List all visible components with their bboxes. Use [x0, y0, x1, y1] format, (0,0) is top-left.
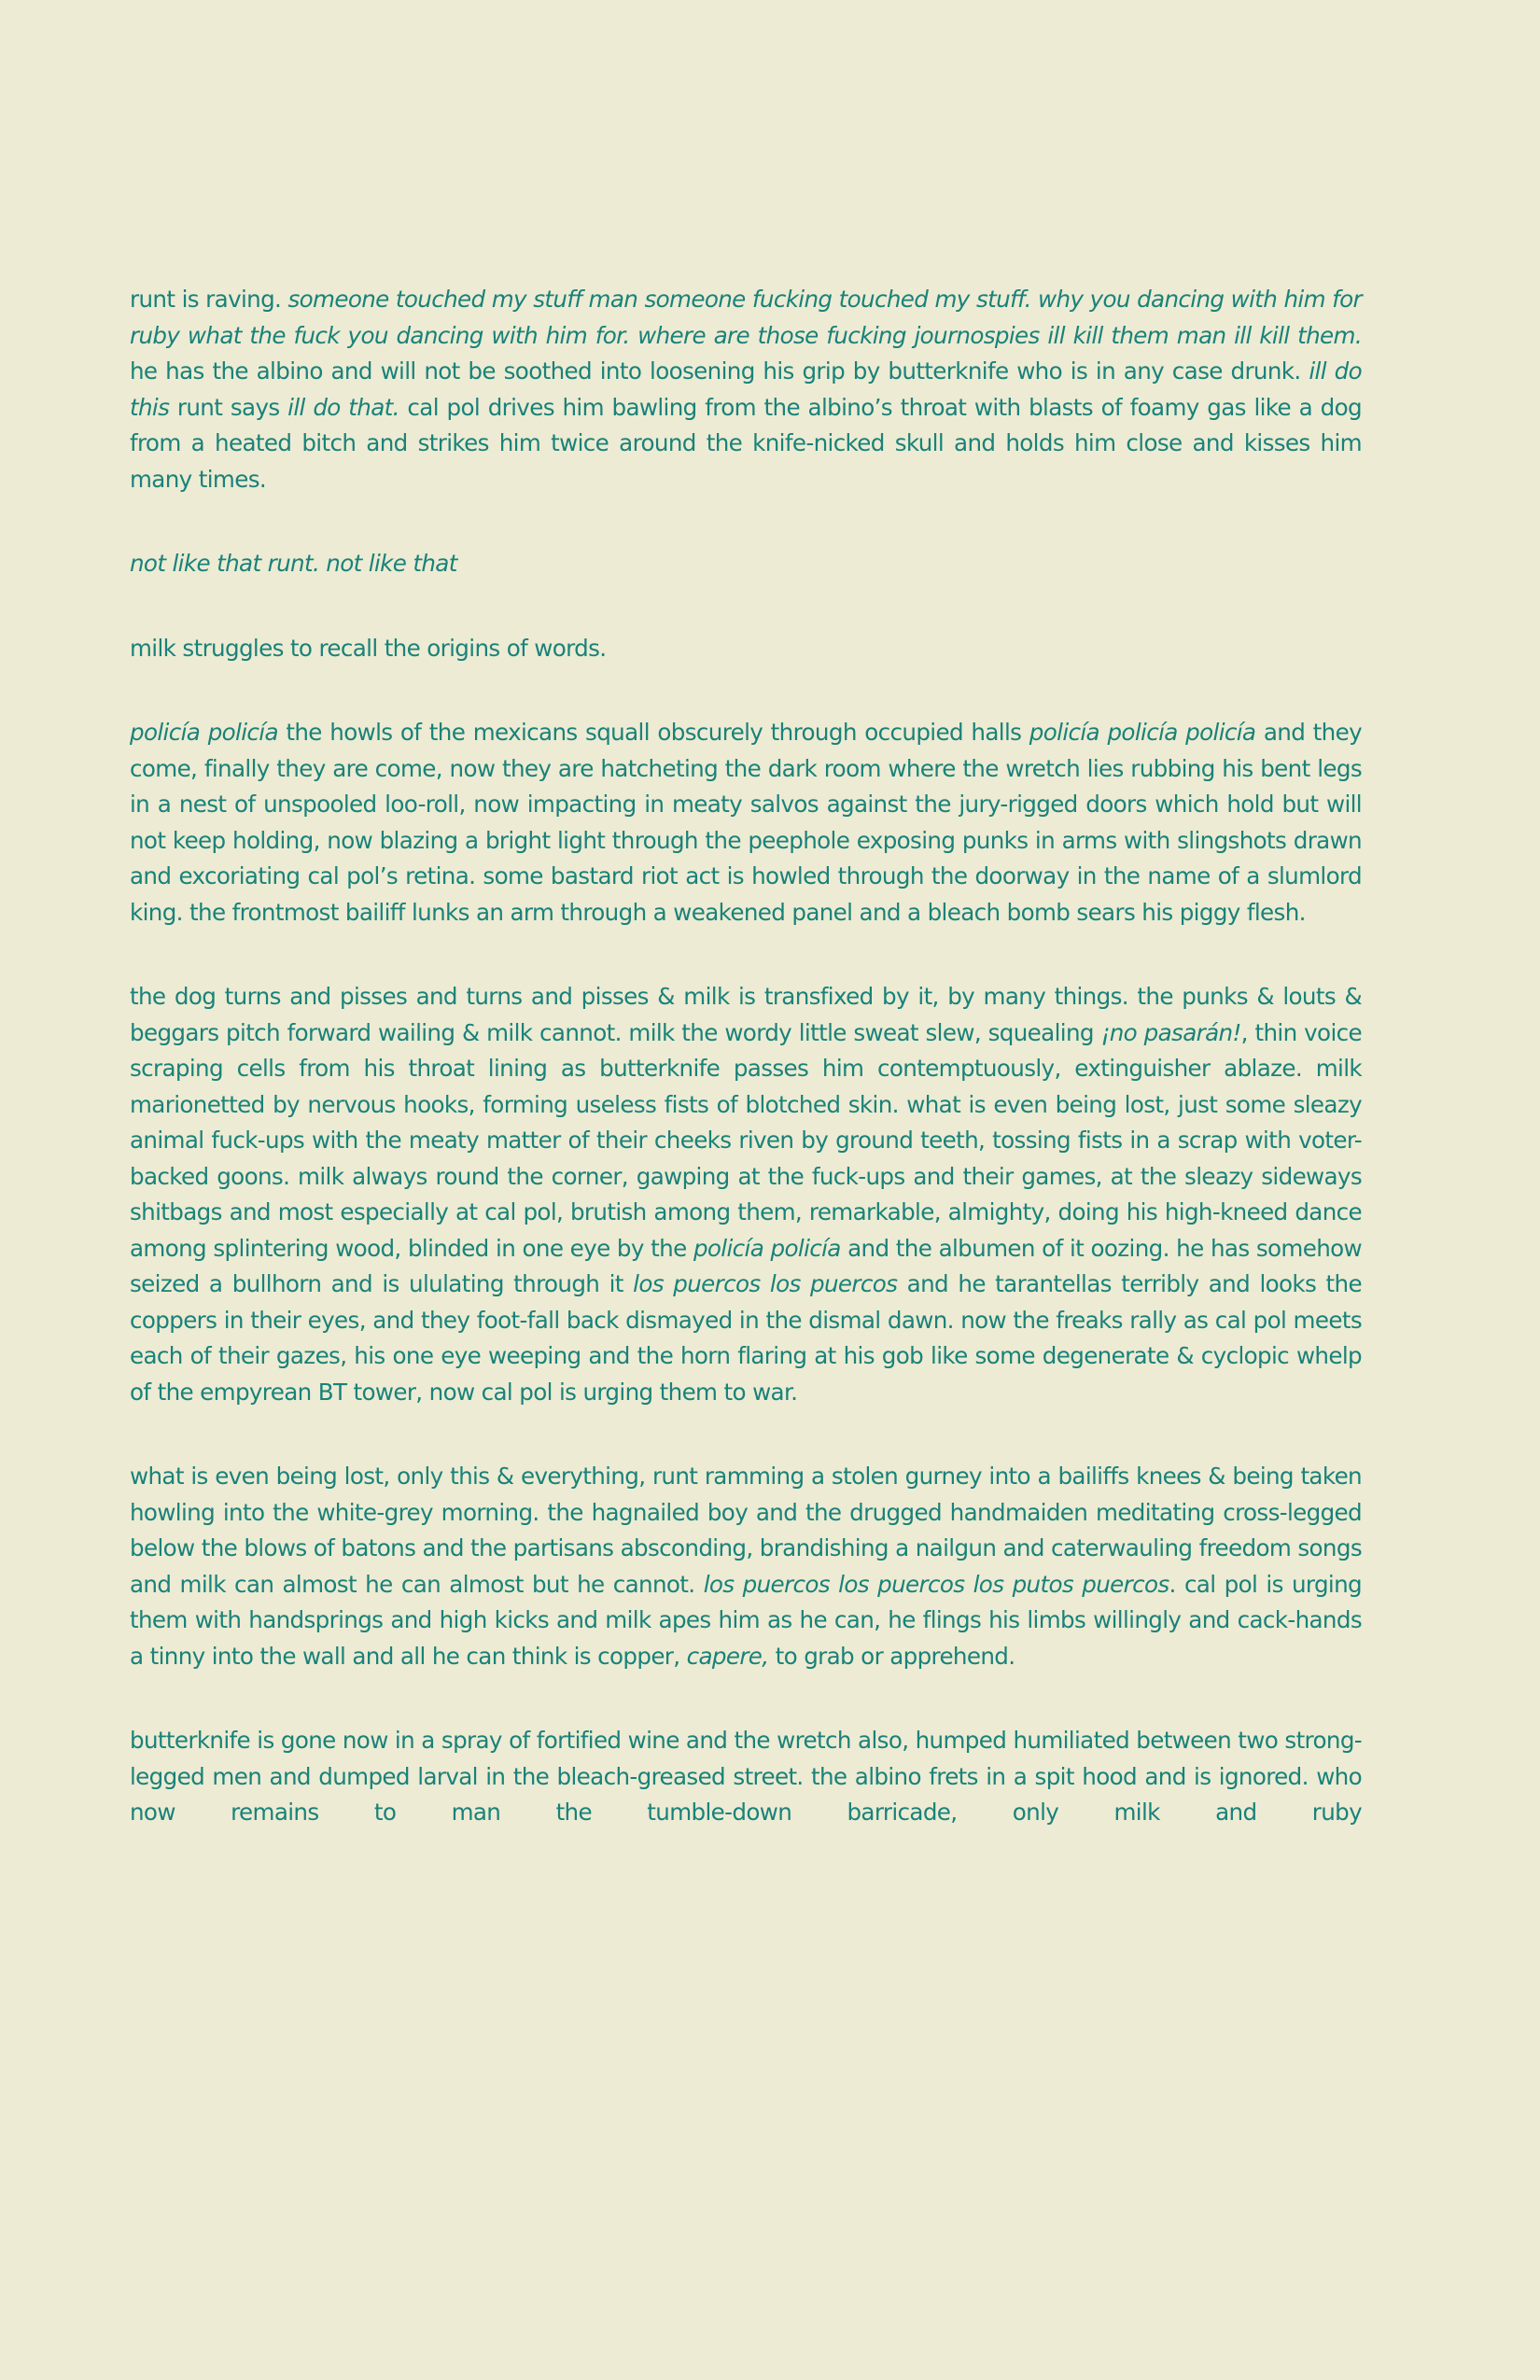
italic-text: ill do this	[130, 357, 1362, 421]
italic-text: not like that runt. not like that	[130, 550, 457, 577]
italic-text: los puercos los puercos	[633, 1270, 898, 1297]
document-page	[130, 282, 1362, 1831]
italic-text: ¡no pasarán!	[1100, 1018, 1241, 1046]
paragraph-runt-raving	[130, 282, 1362, 497]
body-text: , thin voice scraping cells from his throat lining as butterknife passes him contemptuously, extinguisher ablaze. milk marionetted by nervous hooks, forming useless fists of blotched skin. what is even being lost, just some sleazy animal fuck-ups with the meaty matter of their cheeks riven by ground teeth, tossing fists in a scrap with voter-backed goons. milk always round the corner, gawping at the fuck-ups and their games, at the sleazy sideways shitbags and most especially at cal pol, brutish among them, remarkable, almighty, doing his high-kneed dance among splintering wood, blinded in one eye by the	[130, 1018, 1362, 1262]
paragraph-butterknife-gone	[130, 1723, 1362, 1831]
body-text: milk struggles to recall the origins of words.	[130, 634, 607, 662]
body-text: runt says	[169, 393, 288, 421]
italic-text: policía policía policía	[1029, 719, 1256, 746]
paragraph-policia	[130, 715, 1362, 931]
italic-text: ill do that.	[287, 393, 399, 421]
body-text: . cal pol is urging them with handsprings and high kicks and milk apes him as he can, he flings his limbs willingly and cack-hands a tinny into the wall and all he can think is copper,	[130, 1570, 1362, 1670]
italic-text: capere,	[686, 1642, 769, 1670]
body-text: butterknife is gone now in a spray of fortified wine and the wretch also, humped humiliated between two strong-legged men and dumped larval in the bleach-greased street. the albino frets in a spit hood and is ignored. who now remains to man the tumble-down barricade, only milk and ruby	[130, 1727, 1362, 1826]
italic-text: policía policía	[130, 719, 278, 746]
body-text: the howls of the mexicans squall obscurely through occupied halls	[277, 719, 1029, 746]
body-text: cal pol drives him bawling from the albino’s throat with blasts of foamy gas like a dog from a heated bitch and strikes him twice around the knife-nicked skull and holds him close and kisses him many times.	[130, 393, 1362, 493]
paragraph-not-like-that	[130, 546, 1362, 582]
body-text: and they come, finally they are come, now they are hatcheting the dark room where the wretch lies rubbing his bent legs in a nest of unspooled loo-roll, now impacting in meaty salvos against the jury-rigged doors which hold but will not keep holding, now blazing a bright light through the peephole exposing punks in arms with slingshots drawn and excoriating cal pol’s retina. some bastard riot act is howled through the doorway in the name of a slumlord king. the frontmost bailiff lunks an arm through a weakened panel and a bleach bomb sears his piggy flesh.	[130, 719, 1362, 926]
body-text: what is even being lost, only this & everything, runt ramming a stolen gurney into a bailiffs knees & being taken howling into the white-grey morning. the hagnailed boy and the drugged handmaiden meditating cross-legged below the blows of batons and the partisans absconding, brandishing a nailgun and caterwauling freedom songs and milk can almost he can almost but he cannot.	[130, 1463, 1362, 1598]
body-text: to grab or apprehend.	[768, 1642, 1015, 1670]
paragraph-what-is-lost	[130, 1459, 1362, 1674]
paragraph-dog-turns	[130, 979, 1362, 1410]
body-text: and the albumen of it oozing. he has somehow seized a bullhorn and is ululating through it	[130, 1234, 1362, 1297]
body-text: he has the albino and will not be soothed into loosening his grip by butterknife who is in any case drunk.	[130, 357, 1309, 385]
body-text: and he tarantellas terribly and looks the coppers in their eyes, and they foot-fall back dismayed in the dismal dawn. now the freaks rally as cal pol meets each of their gazes, his one eye weeping and the horn flaring at his gob like some degenerate & cyclopic whelp of the empyrean BT tower, now cal pol is urging them to war.	[130, 1270, 1362, 1406]
paragraph-origins-of-words	[130, 631, 1362, 667]
italic-text: los puercos los puercos los putos puercos	[703, 1570, 1169, 1598]
italic-text: policía policía	[693, 1234, 841, 1262]
italic-text: someone touched my stuff man someone fucking touched my stuff. why you dancing with him for ruby what the fuck you dancing with him for. where are those fucking journospies ill kill them man ill kill them.	[130, 286, 1362, 349]
body-text: runt is raving.	[130, 286, 288, 313]
body-text: the dog turns and pisses and turns and pisses & milk is transfixed by it, by many things. the punks & louts & beggars pitch forward wailing & milk cannot. milk the wordy little sweat slew, squealing	[130, 983, 1362, 1046]
